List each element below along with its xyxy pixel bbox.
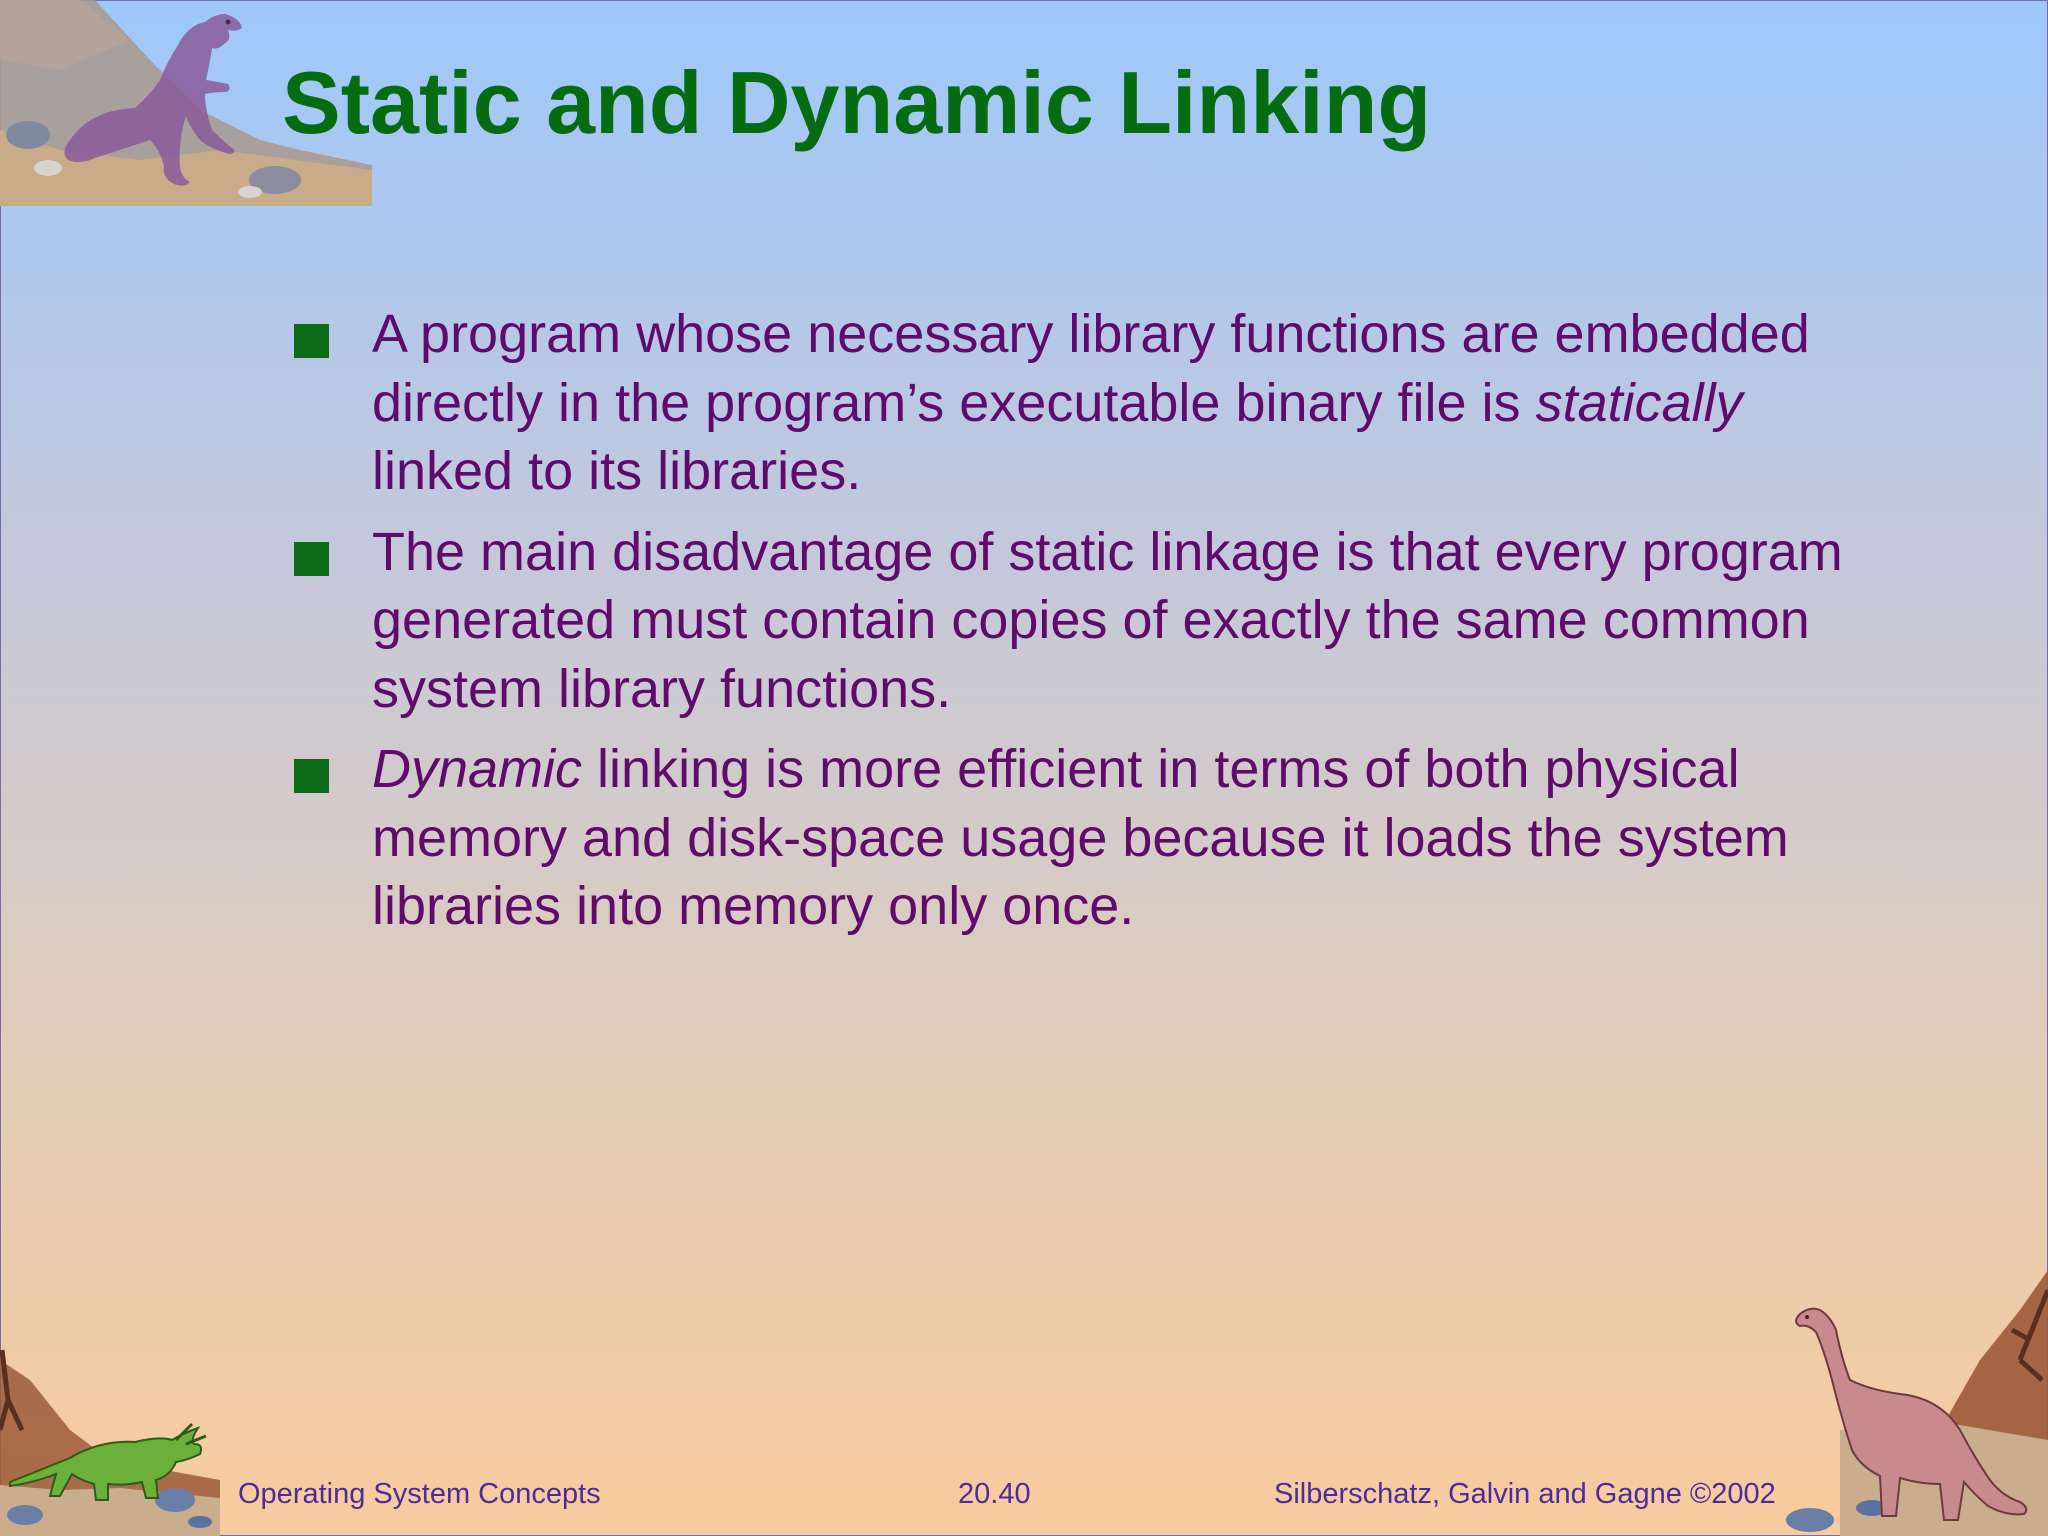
bullet-item [294, 518, 1854, 724]
bullet-text-segment: linking is more efficient in terms of both physical memory and disk-space usage because it loads the system libraries into memory only once. [372, 739, 1789, 936]
square-bullet-icon [294, 324, 329, 358]
footer-copyright: Silberschatz, Galvin and Gagne ©2002 [1274, 1478, 1776, 1510]
bullet-text-segment: linked to its libraries. [372, 441, 862, 501]
bullet-list [294, 300, 1854, 953]
bullet-text-segment: The main disadvantage of static linkage is that every program generated must contain copies of exactly the same common system library functions. [372, 521, 1843, 719]
bullet-text [372, 300, 1854, 506]
brontosaurus-illustration [1780, 1270, 2048, 1536]
square-bullet-icon [294, 759, 329, 793]
footer-slide-number: 20.40 [958, 1478, 1031, 1510]
bullet-text [372, 735, 1854, 941]
bullet-text-segment: A program whose necessary library functions are embedded directly in the program’s executable binary file is [372, 304, 1810, 433]
bullet-text [372, 518, 1854, 724]
slide-title: Static and Dynamic Linking [282, 53, 1432, 152]
emphasized-term: Dynamic [372, 739, 583, 799]
triceratops-illustration [0, 1340, 220, 1536]
footer-course-name: Operating System Concepts [238, 1478, 601, 1510]
bullet-item [294, 735, 1854, 941]
emphasized-term: statically [1535, 372, 1743, 433]
square-bullet-icon [294, 542, 329, 576]
bullet-item [294, 300, 1854, 506]
